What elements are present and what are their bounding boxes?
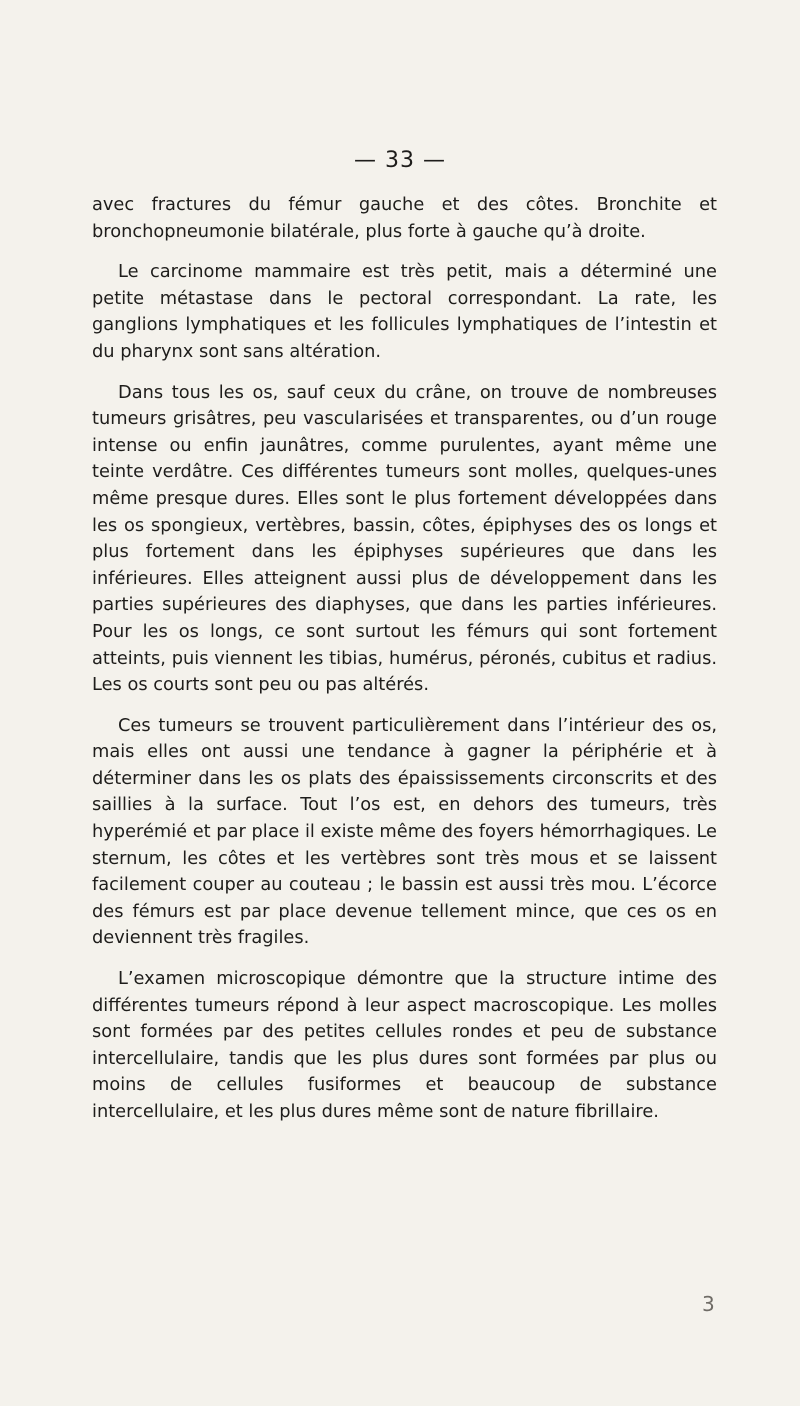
signature-mark: 3 <box>702 1292 715 1316</box>
paragraph-1: avec fractures du fémur gauche et des côtes. Bronchite et bronchopneumonie bilatérale, plus forte à gauche qu’à droite. <box>92 194 717 242</box>
body-text <box>92 192 717 1140</box>
paragraph-5: L’examen microscopique démontre que la structure intime des différentes tumeurs répond à leur aspect macroscopique. Les molles sont formées par des petites cellules rondes et peu de substance intercellulaire, tandis que les plus dures sont formées par plus ou moins de cellules fusiformes et beaucoup de substance intercellulaire, et les plus dures même sont de nature fibrillaire. <box>92 968 717 1122</box>
paragraph-2: Le carcinome mammaire est très petit, mais a déterminé une petite métastase dans le pectoral correspondant. La rate, les ganglions lymphatiques et les follicules lymphatiques de l’intestin et du pharynx sont sans altération. <box>92 261 717 362</box>
paragraph-4: Ces tumeurs se trouvent particulièrement dans l’intérieur des os, mais elles ont aussi une tendance à gagner la périphérie et à déterminer dans les os plats des épaississements circonscrits et des saillies à la surface. Tout l’os est, en dehors des tumeurs, très hyperémié et par place il existe même des foyers hémorrhagiques. Le sternum, les côtes et les vertèbres sont très mous et se laissent facilement couper au couteau ; le bassin est aussi très mou. L’écorce des fémurs est par place devenue tellement mince, que ces os en deviennent très fragiles. <box>92 714 717 949</box>
page-number: — 33 — <box>354 148 446 173</box>
paragraph-3: Dans tous les os, sauf ceux du crâne, on trouve de nombreuses tumeurs grisâtres, peu vascularisées et transparentes, ou d’un rouge intense ou enfin jaunâtres, comme purulentes, ayant même une teinte verdâtre. Ces différentes tumeurs sont molles, quelques-unes même presque dures. Elles sont le plus fortement développées dans les os spongieux, vertèbres, bassin, côtes, épiphyses des os longs et plus fortement dans les épiphyses supérieures que dans les inférieures. Elles atteignent aussi plus de développement dans les parties supérieures des diaphyses, que dans les parties inférieures. Pour les os longs, ce sont surtout les fémurs qui sont fortement atteints, puis viennent les tibias, humérus, péronés, cubitus et radius. Les os courts sont peu ou pas altérés. <box>92 381 717 696</box>
